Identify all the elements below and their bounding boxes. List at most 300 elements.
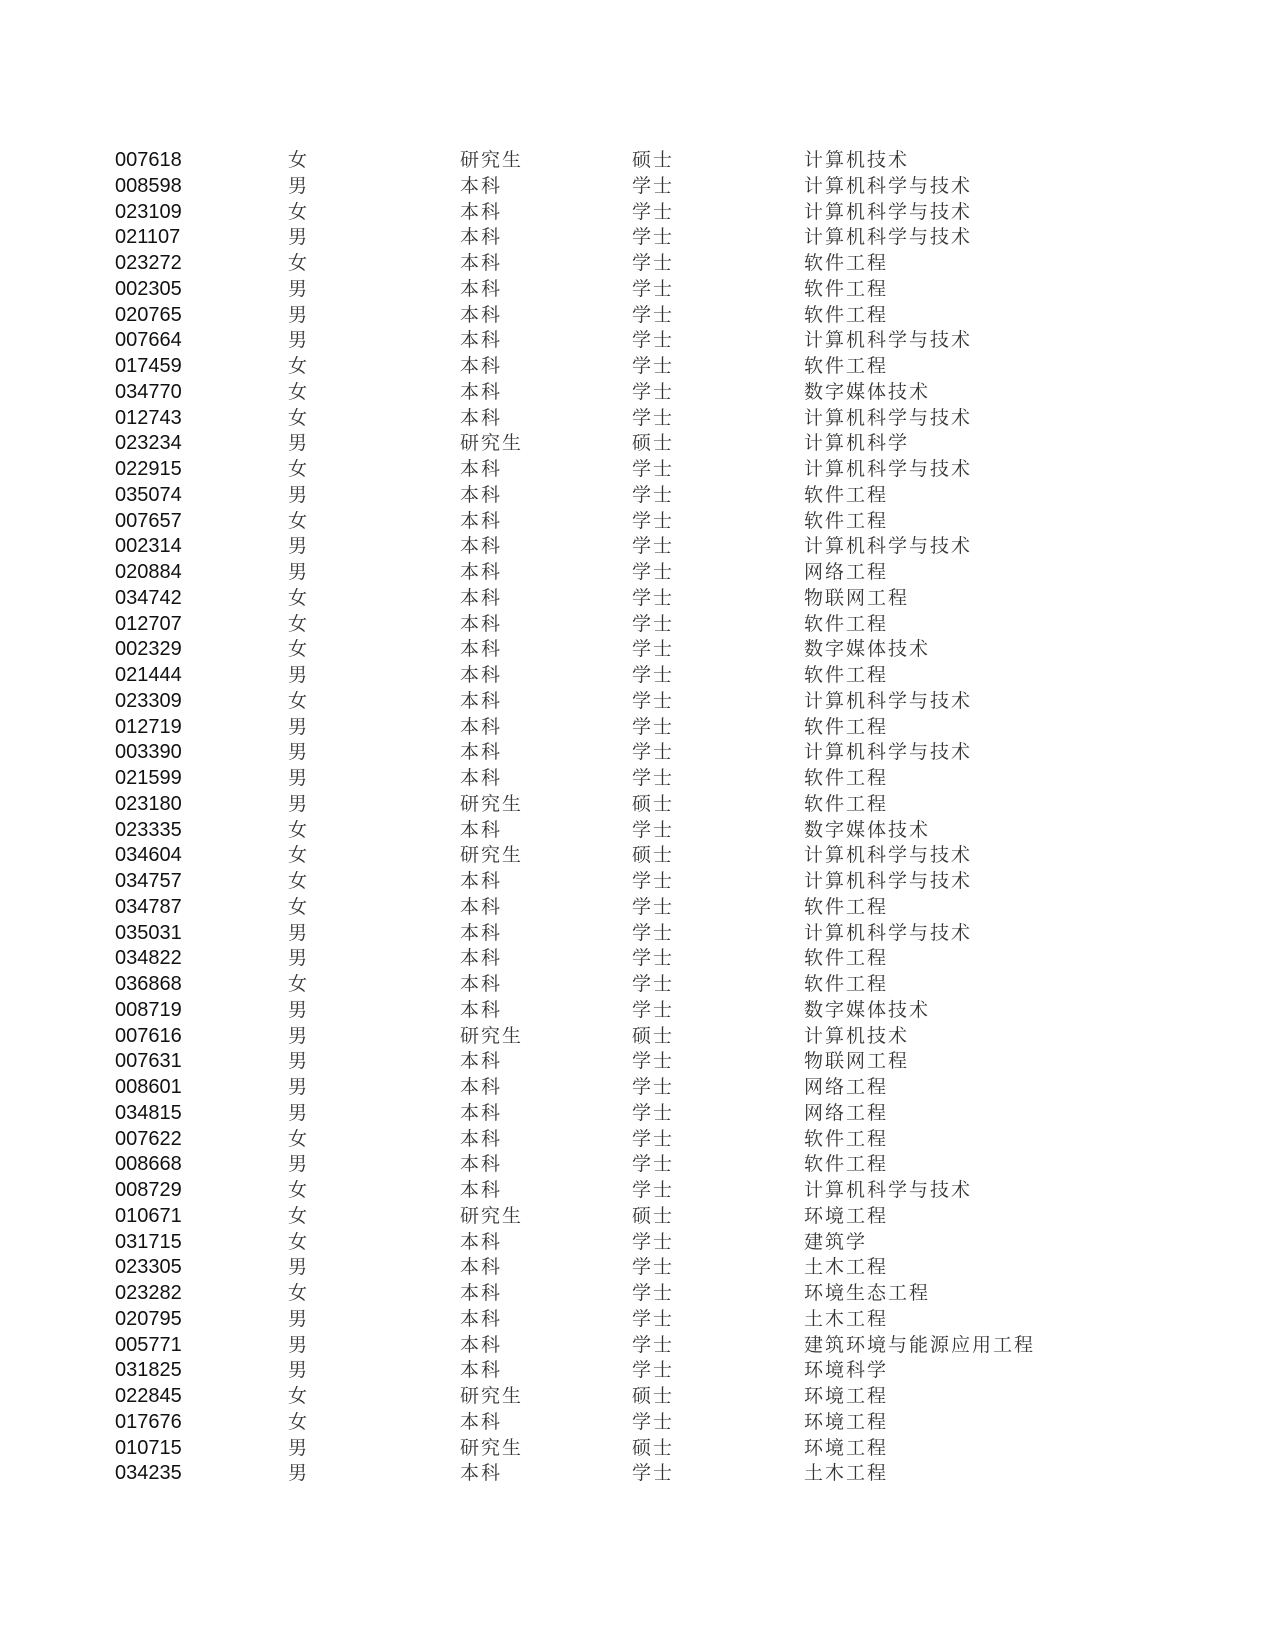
table-row — [115, 586, 1015, 612]
gender-cell: 男 — [288, 998, 308, 1021]
education-cell: 研究生 — [460, 1024, 524, 1047]
gender-cell: 男 — [288, 1359, 308, 1382]
gender-cell: 女 — [288, 973, 308, 995]
major-cell: 计算机科学与技术 — [804, 226, 973, 249]
record-id: 023282 — [115, 1282, 182, 1304]
major-cell: 软件工程 — [804, 947, 889, 970]
record-id: 010715 — [115, 1436, 182, 1459]
table-row — [115, 1049, 1015, 1075]
table-row — [115, 946, 1015, 972]
record-id: 021444 — [115, 664, 182, 686]
table-row — [115, 1024, 1015, 1050]
major-cell: 网络工程 — [804, 1101, 889, 1124]
record-id: 023309 — [115, 689, 182, 712]
major-cell: 环境工程 — [804, 1410, 889, 1433]
education-cell: 本科 — [460, 252, 503, 274]
table-row — [115, 895, 1015, 921]
education-cell: 研究生 — [460, 844, 524, 867]
major-cell: 数字媒体技术 — [804, 818, 931, 841]
education-cell: 本科 — [460, 586, 503, 609]
table-row — [115, 1204, 1015, 1230]
record-id: 007616 — [115, 1024, 182, 1047]
gender-cell: 男 — [288, 303, 308, 326]
gender-cell: 女 — [288, 200, 308, 223]
education-cell: 本科 — [460, 1076, 503, 1098]
education-cell: 本科 — [460, 458, 503, 480]
record-id: 022915 — [115, 458, 182, 480]
record-id: 035074 — [115, 483, 182, 506]
table-row — [115, 1178, 1015, 1204]
gender-cell: 女 — [288, 458, 308, 480]
education-cell: 本科 — [460, 664, 503, 686]
education-cell: 本科 — [460, 638, 503, 661]
gender-cell: 女 — [288, 689, 308, 712]
degree-cell: 硕士 — [632, 149, 675, 171]
major-cell: 土木工程 — [804, 1462, 889, 1485]
education-cell: 本科 — [460, 921, 503, 944]
education-cell: 本科 — [460, 1050, 503, 1073]
record-id: 034787 — [115, 895, 182, 918]
table-row — [115, 277, 1015, 303]
table-row — [115, 612, 1015, 638]
major-cell: 软件工程 — [804, 895, 889, 918]
degree-cell: 学士 — [632, 1359, 675, 1382]
record-id: 021107 — [115, 226, 181, 249]
education-cell: 本科 — [460, 483, 503, 506]
major-cell: 计算机技术 — [804, 1024, 910, 1047]
table-row — [115, 148, 1015, 174]
degree-cell: 学士 — [632, 973, 675, 995]
education-cell: 研究生 — [460, 432, 524, 455]
major-cell: 软件工程 — [804, 509, 889, 532]
degree-cell: 学士 — [632, 483, 675, 506]
gender-cell: 男 — [288, 1462, 308, 1485]
major-cell: 计算机科学与技术 — [804, 844, 973, 867]
education-cell: 本科 — [460, 226, 503, 249]
record-id: 007622 — [115, 1127, 182, 1150]
degree-cell: 学士 — [632, 741, 675, 764]
degree-cell: 学士 — [632, 1462, 675, 1485]
major-cell: 软件工程 — [804, 792, 889, 815]
major-cell: 软件工程 — [804, 355, 889, 377]
major-cell: 数字媒体技术 — [804, 998, 931, 1021]
education-cell: 本科 — [460, 509, 503, 532]
record-id: 023272 — [115, 252, 182, 274]
major-cell: 软件工程 — [804, 1153, 889, 1176]
education-cell: 本科 — [460, 380, 503, 403]
record-id: 007657 — [115, 509, 182, 532]
degree-cell: 硕士 — [632, 1436, 675, 1459]
record-id: 007631 — [115, 1050, 182, 1073]
education-cell: 本科 — [460, 1462, 503, 1485]
major-cell: 计算机科学与技术 — [804, 535, 973, 558]
major-cell: 软件工程 — [804, 252, 889, 274]
degree-cell: 学士 — [632, 1153, 675, 1176]
degree-cell: 学士 — [632, 689, 675, 712]
major-cell: 土木工程 — [804, 1256, 889, 1279]
gender-cell: 女 — [288, 1385, 308, 1407]
record-id: 005771 — [115, 1333, 182, 1356]
record-id: 012743 — [115, 406, 182, 429]
record-id: 020765 — [115, 303, 182, 326]
table-row — [115, 380, 1015, 406]
table-row — [115, 457, 1015, 483]
table-row — [115, 509, 1015, 535]
record-id: 034604 — [115, 844, 182, 867]
gender-cell: 男 — [288, 432, 308, 455]
record-id: 008729 — [115, 1179, 182, 1201]
degree-cell: 学士 — [632, 561, 675, 583]
degree-cell: 学士 — [632, 406, 675, 429]
table-row — [115, 1101, 1015, 1127]
gender-cell: 男 — [288, 1333, 308, 1356]
record-id: 034770 — [115, 380, 182, 403]
gender-cell: 男 — [288, 921, 308, 944]
major-cell: 土木工程 — [804, 1307, 889, 1330]
degree-cell: 硕士 — [632, 1385, 675, 1407]
education-cell: 本科 — [460, 561, 503, 583]
major-cell: 软件工程 — [804, 303, 889, 326]
table-row — [115, 921, 1015, 947]
record-id: 008598 — [115, 174, 182, 197]
degree-cell: 学士 — [632, 355, 675, 377]
education-cell: 本科 — [460, 1127, 503, 1150]
major-cell: 软件工程 — [804, 973, 889, 995]
record-id: 017676 — [115, 1410, 182, 1433]
record-id: 017459 — [115, 355, 182, 377]
table-row — [115, 637, 1015, 663]
gender-cell: 女 — [288, 380, 308, 403]
gender-cell: 男 — [288, 277, 308, 300]
gender-cell: 男 — [288, 664, 308, 686]
major-cell: 物联网工程 — [804, 586, 910, 609]
education-cell: 本科 — [460, 612, 503, 635]
major-cell: 计算机技术 — [804, 149, 910, 171]
major-cell: 计算机科学与技术 — [804, 921, 973, 944]
degree-cell: 学士 — [632, 252, 675, 274]
education-cell: 本科 — [460, 895, 503, 918]
gender-cell: 女 — [288, 1282, 308, 1304]
table-row — [115, 1281, 1015, 1307]
major-cell: 计算机科学与技术 — [804, 458, 973, 480]
education-cell: 本科 — [460, 1282, 503, 1304]
gender-cell: 女 — [288, 612, 308, 635]
degree-cell: 学士 — [632, 1282, 675, 1304]
degree-cell: 硕士 — [632, 1204, 675, 1227]
gender-cell: 女 — [288, 252, 308, 274]
table-row — [115, 843, 1015, 869]
table-row — [115, 1436, 1015, 1462]
record-id: 034742 — [115, 586, 182, 609]
degree-cell: 学士 — [632, 664, 675, 686]
education-cell: 本科 — [460, 1101, 503, 1124]
degree-cell: 学士 — [632, 638, 675, 661]
degree-cell: 学士 — [632, 1256, 675, 1279]
table-row — [115, 740, 1015, 766]
gender-cell: 男 — [288, 1307, 308, 1330]
gender-cell: 男 — [288, 715, 308, 738]
education-cell: 本科 — [460, 1333, 503, 1356]
record-id: 023305 — [115, 1256, 182, 1279]
table-row — [115, 303, 1015, 329]
education-cell: 本科 — [460, 1359, 503, 1382]
degree-cell: 学士 — [632, 226, 675, 249]
gender-cell: 女 — [288, 509, 308, 532]
education-cell: 本科 — [460, 715, 503, 738]
degree-cell: 学士 — [632, 380, 675, 403]
degree-cell: 学士 — [632, 947, 675, 970]
record-id: 010671 — [115, 1204, 182, 1227]
table-row — [115, 818, 1015, 844]
major-cell: 建筑学 — [804, 1230, 868, 1253]
record-id: 007664 — [115, 329, 182, 352]
education-cell: 本科 — [460, 767, 503, 789]
gender-cell: 男 — [288, 226, 308, 249]
record-id: 036868 — [115, 973, 182, 995]
table-row — [115, 174, 1015, 200]
education-cell: 本科 — [460, 973, 503, 995]
record-id: 031715 — [115, 1230, 182, 1253]
gender-cell: 男 — [288, 1050, 308, 1073]
gender-cell: 女 — [288, 1127, 308, 1150]
major-cell: 计算机科学 — [804, 432, 910, 455]
education-cell: 本科 — [460, 1410, 503, 1433]
education-cell: 研究生 — [460, 1204, 524, 1227]
degree-cell: 学士 — [632, 509, 675, 532]
record-id: 031825 — [115, 1359, 182, 1382]
education-cell: 本科 — [460, 818, 503, 841]
gender-cell: 男 — [288, 174, 308, 197]
degree-cell: 硕士 — [632, 432, 675, 455]
record-id: 034815 — [115, 1101, 182, 1124]
degree-cell: 学士 — [632, 715, 675, 738]
record-id: 012719 — [115, 715, 182, 738]
record-id: 023180 — [115, 792, 182, 815]
table-row — [115, 534, 1015, 560]
gender-cell: 女 — [288, 149, 308, 171]
table-row — [115, 1075, 1015, 1101]
major-cell: 计算机科学与技术 — [804, 406, 973, 429]
table-row — [115, 1307, 1015, 1333]
table-row — [115, 251, 1015, 277]
table-row — [115, 200, 1015, 226]
record-id: 023234 — [115, 432, 182, 455]
table-row — [115, 998, 1015, 1024]
degree-cell: 硕士 — [632, 792, 675, 815]
degree-cell: 学士 — [632, 1101, 675, 1124]
gender-cell: 女 — [288, 818, 308, 841]
education-cell: 研究生 — [460, 149, 524, 171]
gender-cell: 女 — [288, 1179, 308, 1201]
education-cell: 本科 — [460, 689, 503, 712]
education-cell: 研究生 — [460, 1436, 524, 1459]
record-id: 022845 — [115, 1385, 182, 1407]
degree-cell: 学士 — [632, 818, 675, 841]
gender-cell: 男 — [288, 1024, 308, 1047]
gender-cell: 男 — [288, 1153, 308, 1176]
degree-cell: 学士 — [632, 998, 675, 1021]
education-cell: 本科 — [460, 1230, 503, 1253]
degree-cell: 学士 — [632, 535, 675, 558]
degree-cell: 学士 — [632, 1050, 675, 1073]
education-cell: 本科 — [460, 998, 503, 1021]
major-cell: 计算机科学与技术 — [804, 741, 973, 764]
record-id: 035031 — [115, 921, 182, 944]
education-cell: 本科 — [460, 1153, 503, 1176]
gender-cell: 女 — [288, 586, 308, 609]
major-cell: 软件工程 — [804, 767, 889, 789]
record-id: 002314 — [115, 535, 182, 558]
gender-cell: 男 — [288, 1076, 308, 1098]
gender-cell: 男 — [288, 1256, 308, 1279]
record-id: 008668 — [115, 1153, 182, 1176]
education-cell: 本科 — [460, 277, 503, 300]
degree-cell: 学士 — [632, 329, 675, 352]
degree-cell: 学士 — [632, 921, 675, 944]
record-id: 034235 — [115, 1462, 182, 1485]
major-cell: 软件工程 — [804, 483, 889, 506]
gender-cell: 男 — [288, 535, 308, 558]
degree-cell: 学士 — [632, 277, 675, 300]
education-cell: 研究生 — [460, 1385, 524, 1407]
table-row — [115, 406, 1015, 432]
table-row — [115, 1230, 1015, 1256]
table-row — [115, 328, 1015, 354]
major-cell: 计算机科学与技术 — [804, 1179, 973, 1201]
record-id: 034822 — [115, 947, 182, 970]
record-id: 008601 — [115, 1076, 182, 1098]
major-cell: 环境科学 — [804, 1359, 889, 1382]
education-cell: 本科 — [460, 174, 503, 197]
degree-cell: 学士 — [632, 612, 675, 635]
degree-cell: 学士 — [632, 1179, 675, 1201]
major-cell: 计算机科学与技术 — [804, 689, 973, 712]
gender-cell: 男 — [288, 483, 308, 506]
table-row — [115, 225, 1015, 251]
education-cell: 本科 — [460, 870, 503, 892]
major-cell: 网络工程 — [804, 561, 889, 583]
degree-cell: 学士 — [632, 1076, 675, 1098]
major-cell: 计算机科学与技术 — [804, 329, 973, 352]
gender-cell: 女 — [288, 1230, 308, 1253]
education-cell: 本科 — [460, 303, 503, 326]
degree-cell: 学士 — [632, 1410, 675, 1433]
major-cell: 物联网工程 — [804, 1050, 910, 1073]
gender-cell: 女 — [288, 1410, 308, 1433]
major-cell: 软件工程 — [804, 1127, 889, 1150]
education-cell: 本科 — [460, 200, 503, 223]
major-cell: 数字媒体技术 — [804, 638, 931, 661]
data-table — [115, 148, 1036, 1487]
major-cell: 环境生态工程 — [804, 1282, 931, 1304]
table-row — [115, 431, 1015, 457]
degree-cell: 学士 — [632, 586, 675, 609]
gender-cell: 女 — [288, 895, 308, 918]
education-cell: 研究生 — [460, 792, 524, 815]
table-row — [115, 972, 1015, 998]
gender-cell: 女 — [288, 406, 308, 429]
degree-cell: 学士 — [632, 303, 675, 326]
degree-cell: 学士 — [632, 1230, 675, 1253]
degree-cell: 学士 — [632, 458, 675, 480]
gender-cell: 男 — [288, 329, 308, 352]
major-cell: 建筑环境与能源应用工程 — [804, 1333, 1036, 1356]
education-cell: 本科 — [460, 1256, 503, 1279]
gender-cell: 男 — [288, 1436, 308, 1459]
record-id: 002329 — [115, 638, 182, 661]
degree-cell: 学士 — [632, 1333, 675, 1356]
degree-cell: 硕士 — [632, 844, 675, 867]
education-cell: 本科 — [460, 329, 503, 352]
gender-cell: 男 — [288, 561, 308, 583]
table-row — [115, 689, 1015, 715]
major-cell: 软件工程 — [804, 715, 889, 738]
major-cell: 数字媒体技术 — [804, 380, 931, 403]
gender-cell: 女 — [288, 638, 308, 661]
record-id: 023335 — [115, 818, 182, 841]
table-row — [115, 560, 1015, 586]
major-cell: 环境工程 — [804, 1204, 889, 1227]
gender-cell: 男 — [288, 767, 308, 789]
gender-cell: 男 — [288, 947, 308, 970]
table-row — [115, 1127, 1015, 1153]
education-cell: 本科 — [460, 406, 503, 429]
table-row — [115, 1384, 1015, 1410]
table-row — [115, 1152, 1015, 1178]
degree-cell: 硕士 — [632, 1024, 675, 1047]
gender-cell: 女 — [288, 1204, 308, 1227]
major-cell: 环境工程 — [804, 1385, 889, 1407]
gender-cell: 男 — [288, 1101, 308, 1124]
record-id: 012707 — [115, 612, 182, 635]
degree-cell: 学士 — [632, 767, 675, 789]
table-row — [115, 663, 1015, 689]
table-row — [115, 483, 1015, 509]
education-cell: 本科 — [460, 947, 503, 970]
degree-cell: 学士 — [632, 1127, 675, 1150]
major-cell: 软件工程 — [804, 612, 889, 635]
gender-cell: 女 — [288, 844, 308, 867]
major-cell: 计算机科学与技术 — [804, 870, 973, 892]
record-id: 008719 — [115, 998, 182, 1021]
table-row — [115, 715, 1015, 741]
gender-cell: 男 — [288, 792, 308, 815]
record-id: 003390 — [115, 741, 182, 764]
table-row — [115, 1358, 1015, 1384]
table-row — [115, 1410, 1015, 1436]
record-id: 023109 — [115, 200, 182, 223]
gender-cell: 男 — [288, 741, 308, 764]
table-row — [115, 792, 1015, 818]
table-row — [115, 1461, 1015, 1487]
education-cell: 本科 — [460, 355, 503, 377]
degree-cell: 学士 — [632, 895, 675, 918]
education-cell: 本科 — [460, 1179, 503, 1201]
record-id: 002305 — [115, 277, 182, 300]
record-id: 020795 — [115, 1307, 182, 1330]
degree-cell: 学士 — [632, 1307, 675, 1330]
table-row — [115, 766, 1015, 792]
gender-cell: 女 — [288, 355, 308, 377]
table-row — [115, 869, 1015, 895]
record-id: 007618 — [115, 149, 182, 171]
record-id: 020884 — [115, 561, 182, 583]
degree-cell: 学士 — [632, 200, 675, 223]
major-cell: 环境工程 — [804, 1436, 889, 1459]
record-id: 021599 — [115, 767, 182, 789]
major-cell: 计算机科学与技术 — [804, 200, 973, 223]
table-row — [115, 354, 1015, 380]
